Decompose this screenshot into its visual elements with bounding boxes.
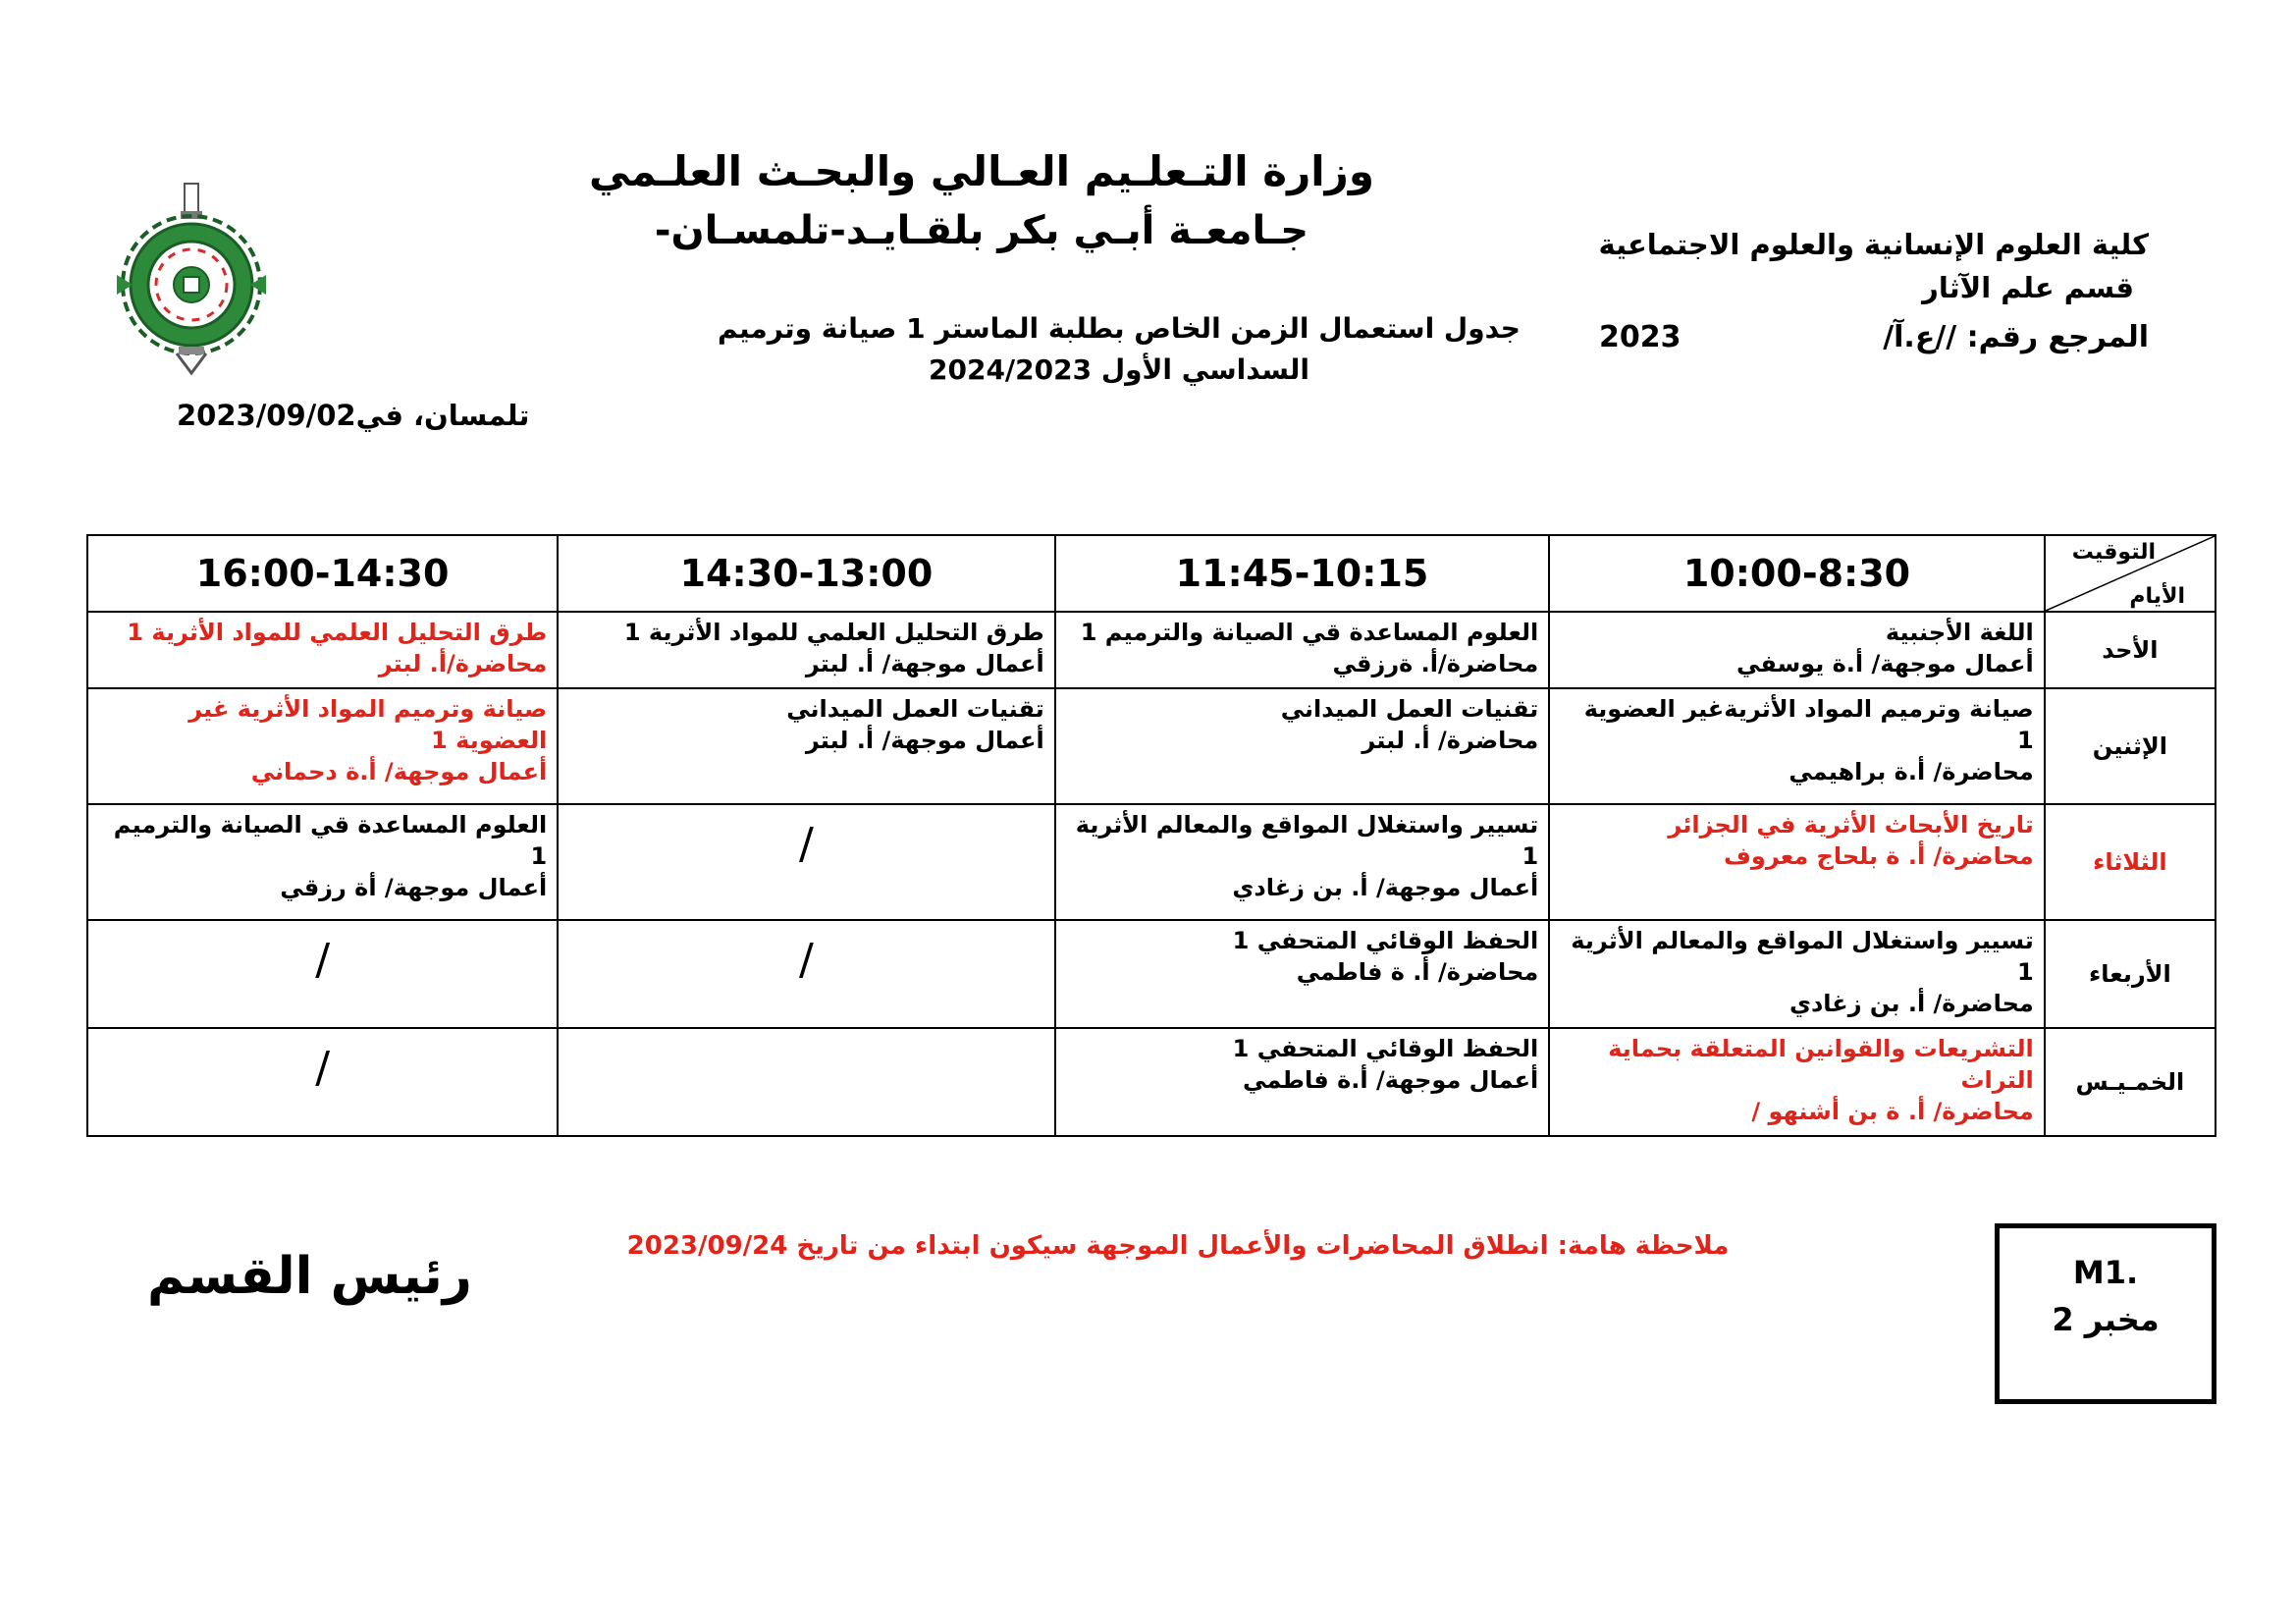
- schedule-cell: [1549, 920, 2045, 1028]
- cell-course: الحفظ الوقائي المتحفي 1: [1232, 927, 1539, 954]
- room-group: M1.: [2072, 1254, 2139, 1291]
- empty-slot-mark: /: [799, 935, 814, 985]
- reference-year: 2023: [1599, 320, 1682, 354]
- empty-slot-mark: /: [799, 819, 814, 869]
- university-name: جـامعـة أبـي بكر بلقـايـد-تلمسـان-: [654, 208, 1309, 253]
- schedule-cell: [558, 612, 1055, 688]
- cell-instructor: محاضرة/ أ. ة بلحاج معروف: [1724, 842, 2034, 870]
- cell-instructor: محاضرة/ أ.ة براهيمي: [1789, 758, 2034, 785]
- cell-instructor: أعمال موجهة/ أ. لبتر: [805, 727, 1044, 754]
- corner-header-cell: [2045, 535, 2216, 612]
- cell-instructor: محاضرة/ أ. ة بن أشنهو /: [1751, 1098, 2034, 1125]
- schedule-subtitle: جدول استعمال الزمن الخاص بطلبة الماستر 1 صيانة وترميم: [718, 312, 1521, 345]
- cell-course: تاريخ الأبحاث الأثرية في الجزائر: [1668, 811, 2034, 839]
- schedule-cell: [87, 1028, 558, 1136]
- cell-course: طرق التحليل العلمي للمواد الأثرية 1: [127, 619, 548, 646]
- university-logo: [108, 182, 275, 378]
- cell-course: تقنيات العمل الميداني: [1280, 695, 1539, 723]
- schedule-cell: [87, 612, 558, 688]
- table-row: [87, 804, 2216, 920]
- cell-course: العلوم المساعدة قي الصيانة والترميم 1: [113, 811, 548, 870]
- empty-slot-mark: /: [315, 935, 331, 985]
- schedule-cell: [1055, 1028, 1550, 1136]
- important-note: ملاحظة هامة: انطلاق المحاضرات والأعمال الموجهة سيكون ابتداء من تاريخ 2023/09/24: [626, 1231, 1730, 1261]
- cell-instructor: أعمال موجهة/ أ.ة يوسفي: [1736, 650, 2034, 677]
- cell-instructor: أعمال موجهة/ أ. لبتر: [805, 650, 1044, 677]
- cell-course: التراث: [1960, 1066, 2034, 1094]
- time-slot-header: 10:00-8:30: [1549, 535, 2045, 612]
- cell-instructor: أعمال موجهة/ أ.ة دحماني: [250, 758, 548, 785]
- cell-instructor: أعمال موجهة/ أ. بن زغادي: [1232, 874, 1539, 901]
- cell-course: العلوم المساعدة قي الصيانة والترميم 1: [1080, 619, 1539, 646]
- schedule-cell: [87, 920, 558, 1028]
- reference-number: [1599, 320, 2149, 354]
- cell-course: الحفظ الوقائي المتحفي 1: [1232, 1035, 1539, 1062]
- schedule-cell: [558, 804, 1055, 920]
- semester-label: السداسي الأول 2024/2023: [929, 353, 1309, 386]
- cell-instructor: محاضرة/ أ. لبتر: [1362, 727, 1539, 754]
- place-date: تلمسان، في2023/09/02: [177, 399, 530, 432]
- corner-time-label: التوقيت: [2071, 540, 2156, 565]
- schedule-cell: [87, 688, 558, 804]
- room-box: [1995, 1223, 2216, 1404]
- day-cell: الثلاثاء: [2045, 804, 2216, 920]
- day-cell: الأربعاء: [2045, 920, 2216, 1028]
- schedule-cell: [1549, 804, 2045, 920]
- cell-course: تسيير واستغلال المواقع والمعالم الأثرية 1: [1571, 927, 2034, 986]
- cell-instructor: محاضرة/أ. لبتر: [378, 650, 548, 677]
- day-cell: الإثنين: [2045, 688, 2216, 804]
- faculty-name: كلية العلوم الإنسانية والعلوم الاجتماعية: [1598, 228, 2149, 261]
- schedule-table: [86, 534, 2216, 1137]
- cell-course: صيانة وترميم المواد الأثرية غير: [188, 695, 548, 723]
- table-header-row: [87, 535, 2216, 612]
- cell-course: تسيير واستغلال المواقع والمعالم الأثرية 1: [1075, 811, 1539, 870]
- schedule-cell: [558, 1028, 1055, 1136]
- cell-course: طرق التحليل العلمي للمواد الأثرية 1: [623, 619, 1044, 646]
- schedule-cell: [1549, 612, 2045, 688]
- cell-instructor: أعمال موجهة/ أ.ة فاطمي: [1243, 1066, 1539, 1094]
- head-of-department: رئيس القسم: [147, 1247, 472, 1306]
- schedule-cell: [1055, 920, 1550, 1028]
- cell-instructor: أعمال موجهة/ أة رزقي: [280, 874, 548, 901]
- room-name: مخبر 2: [2052, 1301, 2160, 1338]
- schedule-cell: [87, 804, 558, 920]
- schedule-cell: [1549, 1028, 2045, 1136]
- table-row: [87, 612, 2216, 688]
- schedule-cell: [1055, 612, 1550, 688]
- time-slot-header: 14:30-13:00: [558, 535, 1055, 612]
- cell-course: اللغة الأجنبية: [1885, 619, 2034, 646]
- time-slot-header: 11:45-10:15: [1055, 535, 1550, 612]
- department-name: قسم علم الآثار: [1922, 271, 2134, 304]
- schedule-cell: [1055, 688, 1550, 804]
- reference-label: المرجع رقم: //ع.آ/: [1883, 320, 2149, 354]
- corner-days-label: الأيام: [2129, 584, 2185, 609]
- schedule-cell: [1549, 688, 2045, 804]
- cell-instructor: محاضرة/ أ. بن زغادي: [1789, 990, 2034, 1017]
- table-row: [87, 1028, 2216, 1136]
- empty-slot-mark: /: [315, 1043, 331, 1093]
- day-cell: الأحد: [2045, 612, 2216, 688]
- schedule-cell: [558, 688, 1055, 804]
- cell-course: العضوية 1: [431, 727, 548, 754]
- schedule-cell: [1055, 804, 1550, 920]
- ministry-title: وزارة التـعلـيم العـالي والبحـث العلـمي: [589, 147, 1374, 195]
- cell-course: صيانة وترميم المواد الأثريةغير العضوية 1: [1583, 695, 2034, 754]
- cell-instructor: محاضرة/ أ. ة فاطمي: [1296, 958, 1539, 986]
- table-row: [87, 688, 2216, 804]
- schedule-cell: [558, 920, 1055, 1028]
- day-cell: الخمـيـس: [2045, 1028, 2216, 1136]
- table-row: [87, 920, 2216, 1028]
- cell-instructor: محاضرة/أ. ةرزقي: [1332, 650, 1539, 677]
- cell-course: تقنيات العمل الميداني: [786, 695, 1044, 723]
- time-slot-header: 16:00-14:30: [87, 535, 558, 612]
- cell-course: التشريعات والقوانين المتعلقة بحماية: [1608, 1035, 2034, 1062]
